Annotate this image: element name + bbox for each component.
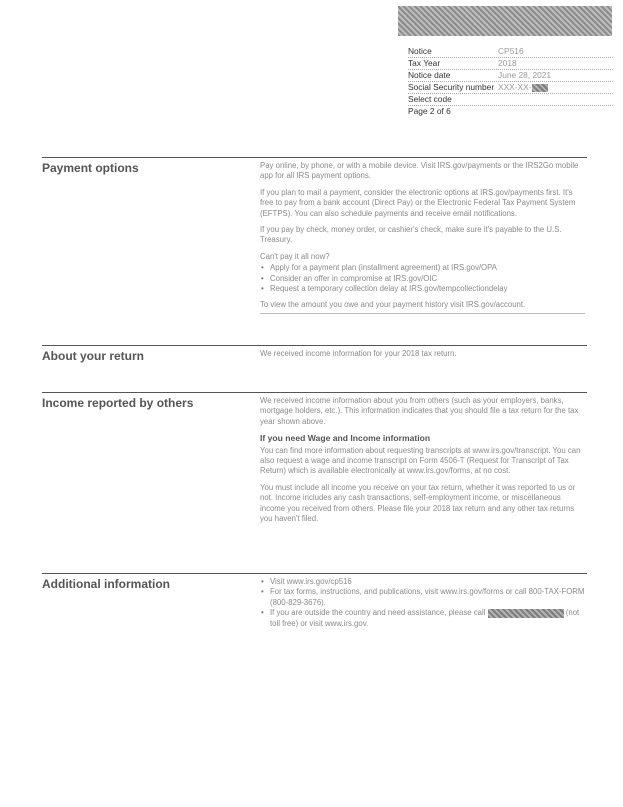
list-item: • Consider an offer in compromise at IRS.gov/OIC: [260, 274, 585, 284]
ssn-value: XXX-XX-: [498, 82, 532, 92]
list-item: • For tax forms, instructions, and publications, visit www.irs.gov/forms or call 800-TAX-FORM (800-829-3676).: [260, 587, 585, 608]
section-heading: About your return: [42, 349, 144, 363]
bullet-list: [260, 577, 585, 629]
redacted-ssn: [532, 84, 548, 92]
paragraph: You can find more information about requesting transcripts at www.irs.gov/transcript. You can also request a wage and income transcript on Form 4506-T (Request for Transcript of Tax Return) which is available electronically at www.irs.gov/forms, at no cost.: [260, 445, 581, 476]
payment-options-section: [42, 157, 587, 310]
notice-value: CP516: [498, 46, 524, 56]
notice-date-row: [408, 70, 613, 82]
paragraph: We received income information for your 2018 tax return.: [260, 349, 457, 358]
list-item: [260, 608, 585, 629]
select-code-row: [408, 94, 613, 106]
page-number-row: [408, 106, 613, 117]
list-item: • Visit www.irs.gov/cp516: [260, 577, 585, 587]
additional-information-section: [42, 573, 587, 628]
income-reported-section: [42, 392, 587, 524]
list-item-text: If you are outside the country and need assistance, please call: [270, 608, 486, 618]
section-heading: Additional information: [42, 577, 170, 591]
page-number: Page 2 of 6: [408, 106, 451, 116]
section-body: [260, 577, 585, 635]
bullet-list: [260, 263, 585, 294]
select-code-value: [498, 94, 613, 105]
tax-year-row: [408, 58, 613, 70]
list-item-text: (not toll free) or visit www.irs.gov.: [270, 608, 580, 628]
section-body: [260, 161, 585, 320]
subheading: If you need Wage and Income information: [260, 433, 431, 444]
select-code-label: Select code: [408, 94, 452, 104]
section-body: [260, 396, 585, 530]
paragraph: We received income information about you from others (such as your employers, banks, mortgage holders, etc.). This information indicates that you should file a tax return for the tax year shown above.: [260, 396, 579, 426]
notice-info-table: [408, 46, 613, 117]
tax-year-label: Tax Year: [408, 58, 441, 68]
list-item: • Request a temporary collection delay at IRS.gov/tempcollectiondelay: [260, 284, 585, 294]
list-item: • Apply for a payment plan (installment agreement) at IRS.gov/OPA: [260, 263, 585, 273]
redacted-phone: [488, 609, 564, 618]
paragraph: Pay online, by phone, or with a mobile device. Visit IRS.gov/payments or the IRS2Go mobile app for all IRS payment options.: [260, 161, 579, 181]
section-body: [260, 349, 585, 365]
paragraph: To view the amount you owe and your payment history visit IRS.gov/account.: [260, 300, 585, 313]
paragraph: If you pay by check, money order, or cashier's check, make sure it's payable to the U.S. Treasury.: [260, 225, 562, 245]
redacted-header-block: [398, 6, 612, 36]
notice-date-label: Notice date: [408, 70, 451, 80]
section-heading: Payment options: [42, 161, 139, 175]
notice-row: [408, 46, 613, 58]
section-heading: Income reported by others: [42, 396, 194, 410]
ssn-row: [408, 82, 613, 94]
notice-label: Notice: [408, 46, 432, 56]
paragraph: If you plan to mail a payment, consider the electronic options at IRS.gov/payments first. It's free to pay from a bank account (Direct Pay) or the Electronic Federal Tax Payment System (EFTPS). You can also schedule payments and receive email notifications.: [260, 187, 576, 218]
notice-date-value: June 28, 2021: [498, 70, 552, 80]
ssn-label: Social Security number: [408, 82, 495, 92]
tax-year-value: 2018: [498, 58, 517, 68]
paragraph: Can't pay it all now?: [260, 251, 330, 261]
about-your-return-section: [42, 345, 587, 363]
paragraph: You must include all income you receive on your tax return, whether it was reported to us or not. Income includes any cash transactions, self-employment income, or miscellaneous income you received from others. Please file your 2018 tax return and any other tax returns you haven't filed.: [260, 482, 576, 524]
